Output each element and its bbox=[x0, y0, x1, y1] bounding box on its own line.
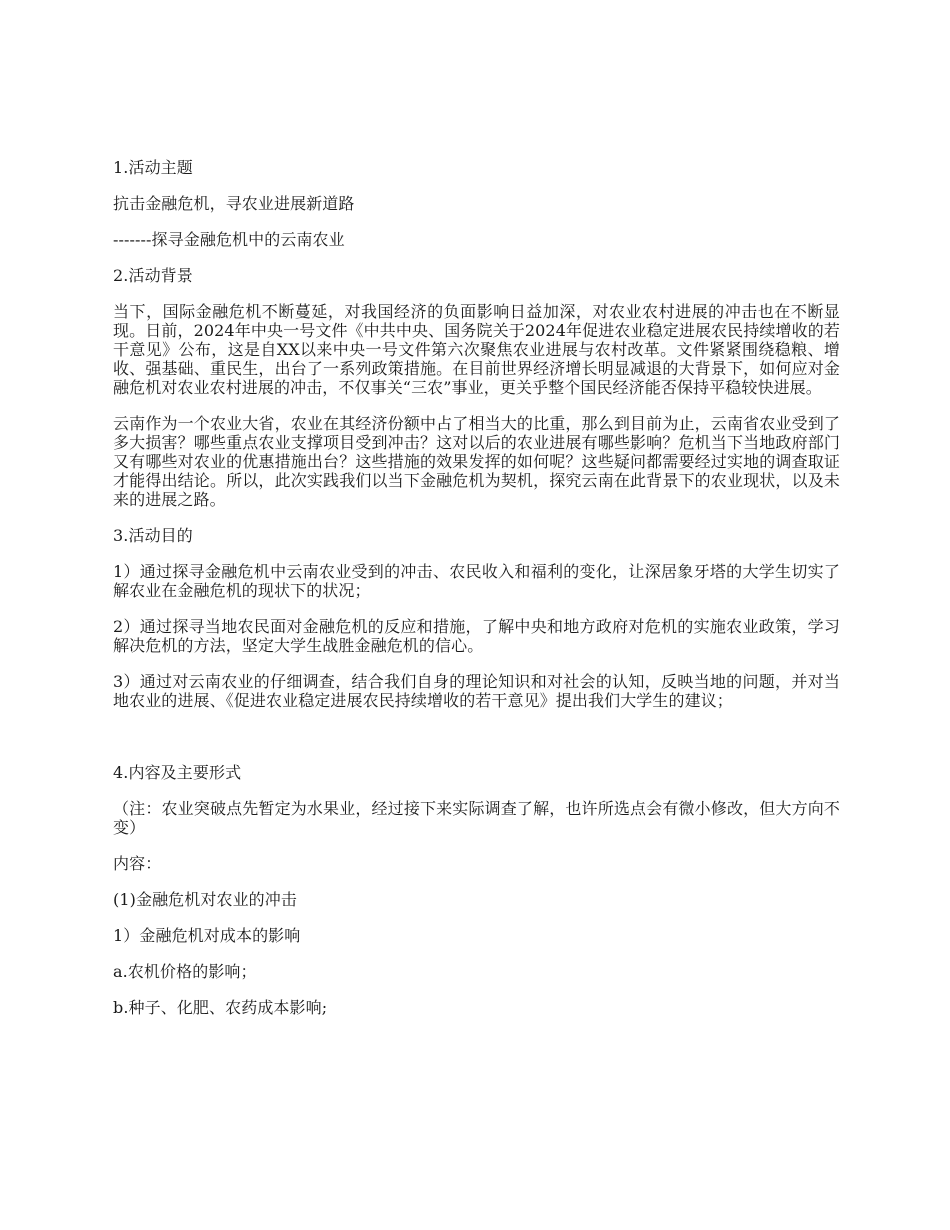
content-item: (1)金融危机对农业的冲击 bbox=[113, 890, 297, 909]
section-heading-theme: 1.活动主题 bbox=[113, 158, 193, 177]
content-subitem: 1）金融危机对成本的影响 bbox=[113, 926, 301, 945]
content-subitem: b.种子、化肥、农药成本影响; bbox=[113, 998, 328, 1017]
theme-title: 抗击金融危机，寻农业进展新道路 bbox=[113, 194, 355, 213]
goal-item: 2）通过探寻当地农民面对金融危机的反应和措施，了解中央和地方政府对危机的实施农业政策，学习解决危机的方法，坚定大学生战胜金融危机的信心。 bbox=[113, 617, 840, 655]
goal-item: 1）通过探寻金融危机中云南农业受到的冲击、农民收入和福利的变化，让深居象牙塔的大学生切实了解农业在金融危机的现状下的状况； bbox=[113, 562, 840, 600]
background-paragraph: 当下，国际金融危机不断蔓延，对我国经济的负面影响日益加深，对农业农村进展的冲击也在不断显现。日前，2024年中央一号文件《中共中央、国务院关于2024年促进农业稳定进展农民持续增收的若干意见》公布，这是自XX以来中央一号文件第六次聚焦农业进展与农村改革。文件紧紧围绕稳粮、增收、强基础、重民生，出台了一系列政策措施。在目前世界经济增长明显减退的大背景下，如何应对金融危机对农业农村进展的冲击，不仅事关“三农”事业，更关乎整个国民经济能否保持平稳较快进展。 bbox=[113, 302, 840, 397]
note-paragraph: （注：农业突破点先暂定为水果业，经过接下来实际调查了解，也许所选点会有微小修改，但大方向不变） bbox=[113, 799, 840, 837]
background-paragraph: 云南作为一个农业大省，农业在其经济份额中占了相当大的比重，那么到目前为止，云南省农业受到了多大损害？哪些重点农业支撑项目受到冲击？这对以后的农业进展有哪些影响？危机当下当地政府部门又有哪些对农业的优惠措施出台？这些措施的效果发挥的如何呢？这些疑问都需要经过实地的调查取证才能得出结论。所以，此次实践我们以当下金融危机为契机，探究云南在此背景下的农业现状，以及未来的进展之路。 bbox=[113, 414, 840, 509]
content-label: 内容： bbox=[113, 854, 162, 873]
content-subitem: a.农机价格的影响； bbox=[113, 962, 257, 981]
section-heading-goals: 3.活动目的 bbox=[113, 526, 193, 545]
theme-subtitle: -------探寻金融危机中的云南农业 bbox=[113, 230, 345, 249]
section-heading-background: 2.活动背景 bbox=[113, 266, 193, 285]
goal-item: 3）通过对云南农业的仔细调查，结合我们自身的理论知识和对社会的认知，反映当地的问题，并对当地农业的进展、《促进农业稳定进展农民持续增收的若干意见》提出我们大学生的建议； bbox=[113, 672, 840, 710]
section-heading-content: 4.内容及主要形式 bbox=[113, 763, 242, 782]
document-body bbox=[113, 158, 840, 1034]
